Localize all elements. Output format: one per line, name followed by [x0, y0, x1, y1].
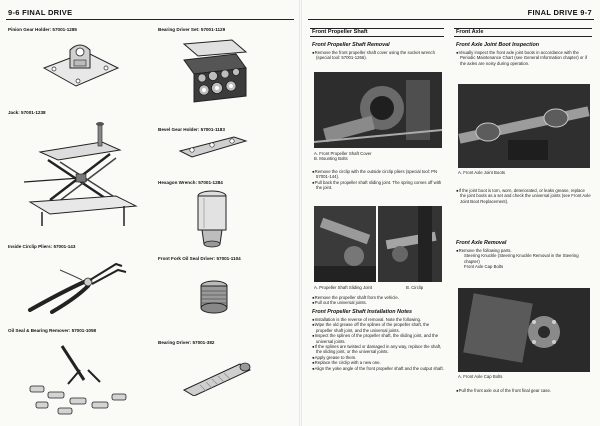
subsection-front-axle-removal: Front Axle Removal: [456, 240, 507, 246]
tool-label-front-fork-oil-seal-driver: Front Fork Oil Seal Driver: 57001-1104: [158, 256, 241, 261]
left-page-header: 9-6 FINAL DRIVE: [8, 8, 73, 17]
joint-boot-inspection-step1: ●Visually inspect the front axle joint boots in accordance with the Periodic Maintenance Chart (see General Information chapter) or if the axles are noisy during operation.: [456, 50, 588, 66]
tool-label-pinion-gear-holder: Pinion Gear Holder: 57001-1285: [8, 27, 77, 32]
removal-part-cap-bolts: Front Axle Cap Bolts: [464, 264, 504, 270]
step-remove-circlip: ●Remove the circlip with the outside circlip pliers (special tool: PN 57001-144).: [312, 169, 438, 180]
pinion-gear-holder-illustration: [40, 38, 120, 90]
caption-b: B. Mounting Bolts: [314, 156, 348, 162]
propeller-removal-step1: ●Remove the front propeller shaft cover using the socket wrench (special tool: 57001-1266).: [312, 50, 435, 61]
header-rule: [308, 19, 594, 20]
note-3: ●Inspect the splines of the propeller shaft, the sliding joint, and the universal joints.: [312, 333, 439, 344]
tool-label-bevel-gear-holder: Bevel Gear Holder: 57001-1183: [158, 127, 225, 132]
front-fork-oil-seal-driver-illustration: [198, 280, 230, 314]
photo-front-axle-joint-boots-image: [458, 84, 590, 168]
photo-propeller-shaft-cover-image: [314, 72, 442, 148]
tool-label-bearing-driver: Bearing Driver: 57001-382: [158, 340, 215, 345]
removal-part-steering-knuckle: Steering Knuckle (Steering Knuckle Removal in the Steering chapter): [464, 253, 579, 264]
note-1: ●Installation is the reverse of removal. Note the following.: [312, 317, 422, 322]
jack-illustration: [20, 118, 140, 230]
propeller-removal-final-steps: [312, 295, 444, 306]
oil-seal-bearing-remover-illustration: [22, 340, 142, 420]
photo-front-axle-cap-bolts-image: [458, 288, 590, 372]
propeller-removal-steps: [312, 169, 444, 191]
photo2-caption: [314, 285, 446, 290]
photo-front-axle-cap-bolts: [458, 288, 590, 372]
joint-boot-inspection-step2: ●If the joint boot is torn, worn, deteriorated, or leaks grease, replace the joint boots as a set and check the universal joints (see Front Axle Joint Boot Replacement).: [456, 188, 591, 204]
installation-notes: [312, 317, 444, 371]
note-7: ●Align the yoke angle of the front propeller shaft and the output shaft.: [312, 365, 444, 371]
front-axle-removal-parts: [456, 248, 592, 270]
note-2: ●Wipe the old grease off the splines of the propeller shaft, the propeller shaft joint, and the universal joints.: [312, 322, 430, 333]
step-pull-joints: ●Pull out the universal joints.: [312, 300, 367, 306]
caption-b: B. Circlip: [406, 285, 424, 290]
photo-axle-boots-caption: A. Front Axle Joint Boots: [458, 170, 506, 175]
note-5: ●Apply grease to them.: [312, 354, 357, 360]
section-front-axle: Front Axle: [454, 28, 592, 37]
tool-label-hexagon-wrench: Hexagon Wrench: 57001-1284: [158, 180, 223, 185]
step-remove-shaft: ●Remove the propeller shaft from the vehicle.: [312, 295, 399, 300]
right-page: [302, 0, 600, 426]
front-axle-removal-final-step: ●Pull the front axle out of the front final gear case.: [456, 388, 552, 393]
bevel-gear-holder-illustration: [178, 135, 248, 159]
tool-label-jack: Jack: 57001-1238: [8, 110, 46, 115]
subsection-propeller-removal: Front Propeller Shaft Removal: [312, 42, 390, 48]
subsection-joint-boot-inspection: Front Axle Joint Boot Inspection: [456, 42, 540, 48]
step-pull-sliding-joint: ●Pull back the propeller shaft sliding joint. The spring comes off with the joint.: [312, 179, 442, 191]
header-rule: [6, 19, 294, 20]
bearing-driver-set-illustration: [180, 38, 250, 106]
tool-label-inside-circlip-pliers: Inside Circlip Pliers: 57001-143: [8, 244, 76, 249]
photo1-caption: [314, 151, 444, 162]
section-front-propeller-shaft: Front Propeller Shaft: [310, 28, 444, 37]
subsection-propeller-installation: Front Propeller Shaft Installation Notes: [312, 309, 413, 315]
caption-a: A. Front Propeller Shaft Cover: [314, 151, 372, 156]
photo-cap-bolts-caption: A. Front Axle Cap Bolts: [458, 374, 503, 379]
caption-a: A. Propeller Shaft Sliding Joint: [314, 285, 373, 290]
photo-front-axle-joint-boots: [458, 84, 590, 168]
note-4: ●If the splines are twisted or damaged in any way, replace the shaft, the sliding joint, or the universal joints.: [312, 344, 442, 355]
note-6: ●Replace the circlip with a new one.: [312, 360, 381, 366]
tool-label-oil-seal-bearing-remover: Oil Seal & Bearing Remover: 57001-1058: [8, 328, 97, 333]
hexagon-wrench-illustration: [192, 190, 232, 248]
removal-intro: ●Remove the following parts.: [456, 248, 512, 253]
photo-sliding-joint-right: [378, 206, 442, 282]
photo-propeller-shaft-cover: [314, 72, 442, 148]
photo-sliding-joint-right-image: [378, 206, 442, 282]
photo-sliding-joint-left-image: [314, 206, 376, 282]
photo-sliding-joint-left: [314, 206, 376, 282]
tool-label-bearing-driver-set: Bearing Driver Set: 57001-1129: [158, 27, 226, 32]
right-page-header: FINAL DRIVE 9-7: [527, 8, 592, 17]
inside-circlip-pliers-illustration: [22, 254, 132, 314]
bearing-driver-illustration: [180, 356, 260, 396]
